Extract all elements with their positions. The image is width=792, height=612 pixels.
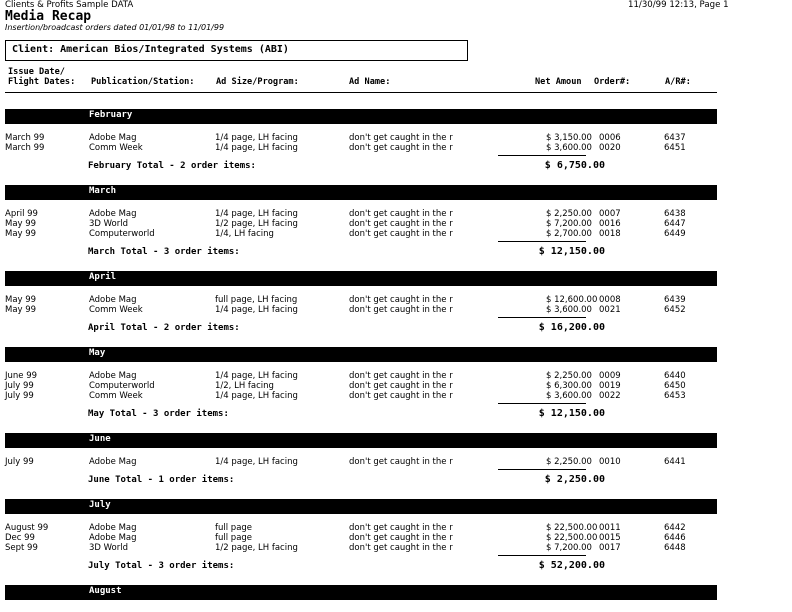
cell-date: May 99 <box>5 229 37 239</box>
cell-date: August 99 <box>5 523 49 533</box>
cell-amount: $ 6,300.00 <box>546 381 592 391</box>
month-band <box>5 585 717 600</box>
cell-amount: $ 22,500.00 <box>546 533 598 543</box>
cell-name: don't get caught in the r <box>349 543 453 553</box>
total-rule <box>498 241 586 242</box>
cell-pub: Adobe Mag <box>89 295 137 305</box>
cell-name: don't get caught in the r <box>349 305 453 315</box>
col-ad-size: Ad Size/Program: <box>216 77 299 87</box>
cell-size: 1/4, LH facing <box>215 229 274 239</box>
cell-size: 1/2, LH facing <box>215 381 274 391</box>
cell-name: don't get caught in the r <box>349 143 453 153</box>
month-band <box>5 185 717 200</box>
cell-size: 1/4 page, LH facing <box>215 391 298 401</box>
cell-size: 1/2 page, LH facing <box>215 219 298 229</box>
cell-ar: 6447 <box>664 219 686 229</box>
cell-amount: $ 3,600.00 <box>546 391 592 401</box>
cell-order: 0010 <box>599 457 621 467</box>
cell-date: May 99 <box>5 305 37 315</box>
cell-ar: 6448 <box>664 543 686 553</box>
cell-amount: $ 12,600.00 <box>546 295 598 305</box>
cell-date: July 99 <box>5 457 34 467</box>
cell-amount: $ 3,600.00 <box>546 305 592 315</box>
cell-ar: 6438 <box>664 209 686 219</box>
month-label: July <box>89 500 111 510</box>
cell-order: 0015 <box>599 533 621 543</box>
cell-name: don't get caught in the r <box>349 523 453 533</box>
cell-date: July 99 <box>5 381 34 391</box>
total-rule <box>498 469 586 470</box>
month-band <box>5 347 717 362</box>
company-name: Clients & Profits Sample DATA <box>5 0 134 10</box>
cell-date: May 99 <box>5 295 37 305</box>
month-total-label: May Total - 3 order items: <box>88 409 229 419</box>
cell-date: June 99 <box>5 371 38 381</box>
month-total-label: March Total - 3 order items: <box>88 247 240 257</box>
cell-order: 0018 <box>599 229 621 239</box>
cell-order: 0022 <box>599 391 621 401</box>
cell-date: July 99 <box>5 391 34 401</box>
cell-size: 1/4 page, LH facing <box>215 371 298 381</box>
cell-pub: Adobe Mag <box>89 209 137 219</box>
cell-amount: $ 2,250.00 <box>546 209 592 219</box>
cell-name: don't get caught in the r <box>349 219 453 229</box>
month-label: June <box>89 434 111 444</box>
cell-name: don't get caught in the r <box>349 295 453 305</box>
col-issue-date-1: Issue Date/ <box>8 67 65 77</box>
cell-amount: $ 2,250.00 <box>546 457 592 467</box>
cell-name: don't get caught in the r <box>349 133 453 143</box>
cell-date: May 99 <box>5 219 37 229</box>
cell-date: Dec 99 <box>5 533 35 543</box>
cell-date: March 99 <box>5 143 45 153</box>
month-total-amount: $ 52,200.00 <box>538 560 605 571</box>
cell-pub: Adobe Mag <box>89 133 137 143</box>
cell-size: 1/2 page, LH facing <box>215 543 298 553</box>
client-box <box>5 40 468 61</box>
cell-order: 0006 <box>599 133 621 143</box>
cell-size: full page, LH facing <box>215 295 298 305</box>
month-total-amount: $ 2,250.00 <box>544 474 605 485</box>
cell-ar: 6446 <box>664 533 686 543</box>
total-rule <box>498 317 586 318</box>
cell-ar: 6441 <box>664 457 686 467</box>
cell-pub: Computerworld <box>89 229 155 239</box>
cell-ar: 6449 <box>664 229 686 239</box>
month-total-amount: $ 6,750.00 <box>544 160 605 171</box>
cell-name: don't get caught in the r <box>349 391 453 401</box>
cell-date: March 99 <box>5 133 45 143</box>
report-title: Media Recap <box>5 9 92 24</box>
col-issue-date-2: Flight Dates: <box>8 77 76 87</box>
cell-pub: 3D World <box>89 219 129 229</box>
cell-order: 0017 <box>599 543 621 553</box>
total-rule <box>498 403 586 404</box>
cell-date: April 99 <box>5 209 38 219</box>
cell-ar: 6453 <box>664 391 686 401</box>
month-band <box>5 109 717 124</box>
month-total-label: April Total - 2 order items: <box>88 323 240 333</box>
month-total-amount: $ 12,150.00 <box>538 246 605 257</box>
cell-name: don't get caught in the r <box>349 229 453 239</box>
cell-ar: 6450 <box>664 381 686 391</box>
month-label: May <box>89 348 106 358</box>
month-total-label: June Total - 1 order items: <box>88 475 235 485</box>
cell-pub: Comm Week <box>89 391 143 401</box>
cell-pub: Comm Week <box>89 143 143 153</box>
cell-amount: $ 3,600.00 <box>546 143 592 153</box>
cell-pub: Adobe Mag <box>89 523 137 533</box>
cell-pub: Adobe Mag <box>89 371 137 381</box>
cell-order: 0007 <box>599 209 621 219</box>
cell-pub: Adobe Mag <box>89 457 137 467</box>
cell-ar: 6437 <box>664 133 686 143</box>
cell-amount: $ 3,150.00 <box>546 133 592 143</box>
month-total-label: February Total - 2 order items: <box>88 161 256 171</box>
cell-ar: 6442 <box>664 523 686 533</box>
col-net-amount: Net Amoun <box>535 77 582 87</box>
col-ad-name: Ad Name: <box>349 77 391 87</box>
cell-name: don't get caught in the r <box>349 533 453 543</box>
month-label: March <box>89 186 117 196</box>
cell-pub: Computerworld <box>89 381 155 391</box>
cell-ar: 6439 <box>664 295 686 305</box>
month-total-label: July Total - 3 order items: <box>88 561 235 571</box>
cell-amount: $ 7,200.00 <box>546 543 592 553</box>
total-rule <box>498 555 586 556</box>
cell-date: Sept 99 <box>5 543 38 553</box>
header-rule <box>5 92 717 93</box>
cell-order: 0019 <box>599 381 621 391</box>
client-label: Client: American Bios/Integrated Systems (ABI) <box>12 44 289 55</box>
cell-order: 0009 <box>599 371 621 381</box>
cell-pub: Comm Week <box>89 305 143 315</box>
col-ar: A/R#: <box>665 77 691 87</box>
col-order: Order#: <box>594 77 631 87</box>
month-band <box>5 499 717 514</box>
cell-size: 1/4 page, LH facing <box>215 133 298 143</box>
cell-order: 0020 <box>599 143 621 153</box>
cell-name: don't get caught in the r <box>349 457 453 467</box>
cell-pub: 3D World <box>89 543 129 553</box>
cell-size: 1/4 page, LH facing <box>215 305 298 315</box>
cell-size: full page <box>215 523 253 533</box>
cell-pub: Adobe Mag <box>89 533 137 543</box>
cell-amount: $ 7,200.00 <box>546 219 592 229</box>
cell-ar: 6451 <box>664 143 686 153</box>
cell-order: 0021 <box>599 305 621 315</box>
cell-amount: $ 2,250.00 <box>546 371 592 381</box>
cell-order: 0011 <box>599 523 621 533</box>
cell-amount: $ 2,700.00 <box>546 229 592 239</box>
cell-size: 1/4 page, LH facing <box>215 209 298 219</box>
month-label: August <box>89 586 122 596</box>
cell-name: don't get caught in the r <box>349 209 453 219</box>
cell-ar: 6452 <box>664 305 686 315</box>
cell-name: don't get caught in the r <box>349 381 453 391</box>
cell-name: don't get caught in the r <box>349 371 453 381</box>
report-subtitle: Insertion/broadcast orders dated 01/01/98 to 11/01/99 <box>5 23 225 32</box>
cell-order: 0008 <box>599 295 621 305</box>
month-label: February <box>89 110 133 120</box>
month-band <box>5 271 717 286</box>
cell-size: 1/4 page, LH facing <box>215 143 298 153</box>
month-band <box>5 433 717 448</box>
month-total-amount: $ 16,200.00 <box>538 322 605 333</box>
cell-amount: $ 22,500.00 <box>546 523 598 533</box>
timestamp-page: 11/30/99 12:13, Page 1 <box>628 0 729 10</box>
cell-ar: 6440 <box>664 371 686 381</box>
cell-size: full page <box>215 533 253 543</box>
month-label: April <box>89 272 117 282</box>
month-total-amount: $ 12,150.00 <box>538 408 605 419</box>
col-publication: Publication/Station: <box>91 77 195 87</box>
cell-order: 0016 <box>599 219 621 229</box>
total-rule <box>498 155 586 156</box>
cell-size: 1/4 page, LH facing <box>215 457 298 467</box>
